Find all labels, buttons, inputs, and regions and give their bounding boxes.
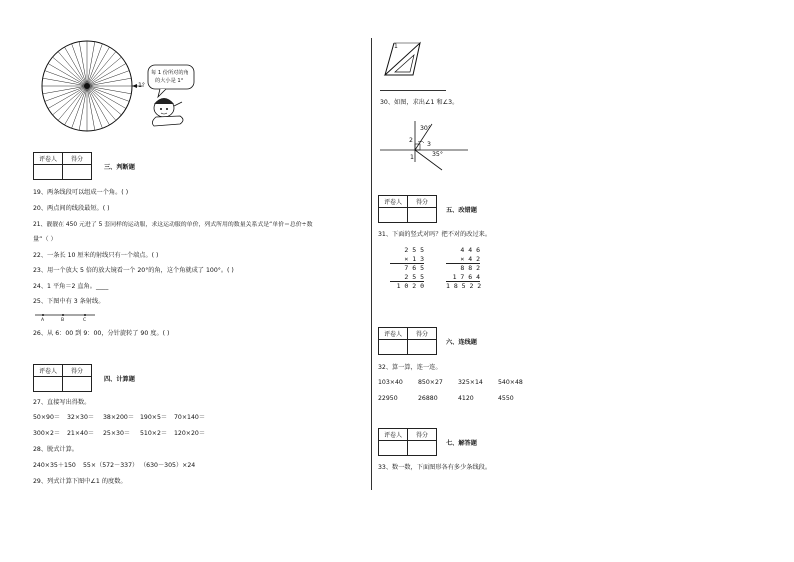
calc-line: × 1 3: [404, 254, 424, 263]
vertical-calc-1: [390, 246, 424, 291]
calc-line: × 4 2: [460, 254, 480, 263]
calc-item: 240×35＋150: [33, 462, 76, 469]
score-cell[interactable]: [408, 340, 437, 355]
calc-line: 4 4 6: [460, 246, 480, 254]
calc-line: 2 5 5: [404, 246, 424, 254]
question-30: 30、如图，求出∠1 和∠3。: [380, 99, 459, 106]
question-28: 28、脱式计算。: [33, 446, 78, 453]
reviewer-cell[interactable]: [379, 208, 408, 223]
vertical-calc-2: [446, 246, 480, 291]
calc-line: 7 6 5: [404, 264, 424, 272]
question-23: 23、用一个放大 5 倍的放大镜看一个 20°的角，这个角就成了 100°。( ): [33, 267, 234, 274]
score-table-section7: [378, 428, 437, 456]
calc-item: 70×140＝: [174, 414, 206, 421]
point-b-label: B: [61, 318, 65, 323]
score-header: 得分: [63, 365, 92, 377]
angle-3-label: 3: [427, 141, 431, 148]
angle-2-label: 2: [409, 137, 413, 144]
calc-line: 1 7 6 4: [452, 272, 480, 281]
question-26: 26、从 6：00 到 9：00，分针旋转了 90 度。( ): [33, 330, 170, 337]
set-square-figure: [380, 38, 425, 78]
score-table-section4: [33, 364, 92, 392]
section4-title: 四、计算题: [104, 376, 135, 383]
reviewer-header: 评卷人: [34, 153, 63, 165]
section3-title: 三、判断题: [104, 164, 135, 171]
match-result[interactable]: 4550: [498, 395, 514, 402]
calc-item: 38×200＝: [103, 414, 135, 421]
score-table-section5: [378, 195, 437, 223]
question-27: 27、直接写出得数。: [33, 399, 91, 406]
calc-item: 190×5＝: [140, 414, 168, 421]
match-expression[interactable]: 540×48: [498, 379, 523, 386]
calc-line: 1 8 5 2 2: [446, 282, 482, 290]
reviewer-header: 评卷人: [379, 328, 408, 340]
triangle-angle-label: 1: [394, 43, 398, 50]
score-cell[interactable]: [408, 441, 437, 456]
calc-item: （630－305）×24: [140, 462, 196, 469]
reviewer-cell[interactable]: [379, 441, 408, 456]
match-expression[interactable]: 103×40: [378, 379, 403, 386]
reviewer-header: 评卷人: [379, 429, 408, 441]
score-table-section6: [378, 327, 437, 355]
calc-item: 55×（572－337）: [83, 462, 139, 469]
calc-line: 2 5 5: [404, 272, 424, 281]
question-22: 22、一条长 10 厘米的射线只有一个端点。( ): [33, 252, 159, 259]
calc-line: 8 8 2: [460, 264, 480, 272]
calc-item: 50×90＝: [33, 414, 61, 421]
calc-item: 32×30＝: [67, 414, 95, 421]
point-c-label: C: [83, 318, 87, 323]
calc-item: 25×30＝: [103, 430, 131, 437]
match-expression[interactable]: 850×27: [418, 379, 443, 386]
match-result[interactable]: 4120: [458, 395, 474, 402]
section7-title: 七、解答题: [446, 440, 477, 447]
speech-bubble-line1: 每 1 份所对的角: [151, 70, 189, 76]
calc-item: 510×2＝: [140, 430, 168, 437]
score-table-section3: [33, 152, 92, 180]
column-divider: [371, 38, 372, 490]
reviewer-cell[interactable]: [34, 377, 63, 392]
score-cell[interactable]: [63, 377, 92, 392]
reviewer-header: 评卷人: [34, 365, 63, 377]
calc-line: 1 0 2 0: [396, 282, 424, 290]
score-cell[interactable]: [63, 165, 92, 180]
section6-title: 六、连线题: [446, 339, 477, 346]
angle-35-label: 35°: [432, 151, 443, 158]
question-29: 29、列式计算下图中∠1 的度数。: [33, 478, 127, 485]
section5-title: 五、改错题: [446, 207, 477, 214]
answer-line: [380, 90, 446, 91]
reviewer-cell[interactable]: [379, 340, 408, 355]
score-cell[interactable]: [408, 208, 437, 223]
match-result[interactable]: 22950: [378, 395, 398, 402]
score-header: 得分: [408, 328, 437, 340]
angle-30-label: 30°: [420, 125, 431, 132]
score-header: 得分: [408, 196, 437, 208]
calc-item: 300×2＝: [33, 430, 61, 437]
question-32: 32、算一算，连一连。: [378, 364, 442, 371]
question-21-line1: 21、靓靓在 450 元进了 5 套同样的运动服，求这运动服的单价，列式所用的数量关系式是“单价＝总价÷数: [33, 222, 313, 228]
question-19: 19、两条线段可以组成一个角。( ): [33, 189, 129, 196]
calc-item: 21×40＝: [67, 430, 95, 437]
question-33: 33、数一数，下面图形各有多少条线段。: [378, 464, 492, 471]
arrow-label: 1°: [138, 82, 146, 89]
question-24: 24、1 平角＝2 直角。____: [33, 283, 109, 290]
match-result[interactable]: 26880: [418, 395, 438, 402]
angle-1-label: 1: [410, 154, 414, 161]
point-a-label: A: [41, 318, 45, 323]
reviewer-cell[interactable]: [34, 165, 63, 180]
speech-bubble-line2: 的大小是 1°: [155, 78, 184, 84]
calc-item: 120×20＝: [174, 430, 206, 437]
question-20: 20、两点间的线段最短。( ): [33, 205, 110, 212]
score-header: 得分: [408, 429, 437, 441]
score-header: 得分: [63, 153, 92, 165]
reviewer-header: 评卷人: [379, 196, 408, 208]
question-25: 25、下图中有 3 条射线。: [33, 298, 105, 305]
question-21-line2: 量”（ ）: [33, 236, 57, 243]
match-expression[interactable]: 325×14: [458, 379, 483, 386]
question-31: 31、下面的竖式对吗？把不对的改过来。: [378, 231, 492, 238]
